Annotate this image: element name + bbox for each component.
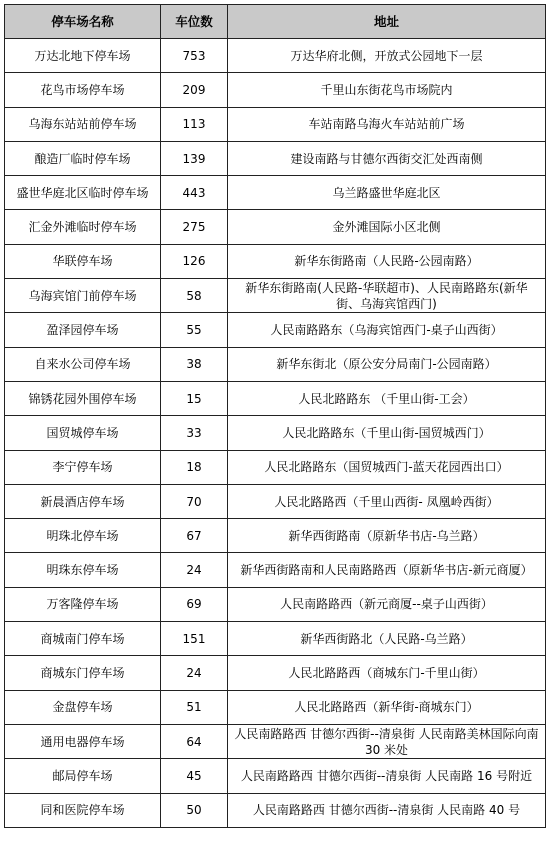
- cell-count: 69: [161, 587, 228, 621]
- cell-count: 113: [161, 107, 228, 141]
- table-row: [5, 416, 546, 450]
- cell-address: 千里山东街花鸟市场院内: [228, 73, 546, 107]
- table-row: [5, 313, 546, 347]
- cell-name: 商城南门停车场: [5, 622, 161, 656]
- cell-address: 人民南路路东（乌海宾馆西门-桌子山西街）: [228, 313, 546, 347]
- cell-count: 443: [161, 176, 228, 210]
- cell-name: 汇金外滩临时停车场: [5, 210, 161, 244]
- cell-name: 乌海宾馆门前停车场: [5, 279, 161, 313]
- cell-name: 国贸城停车场: [5, 416, 161, 450]
- cell-name: 同和医院停车场: [5, 793, 161, 827]
- cell-address: 人民北路路西（新华街-商城东门）: [228, 690, 546, 724]
- cell-count: 151: [161, 622, 228, 656]
- cell-address: 新华西街路南和人民南路路西（原新华书店-新元商厦）: [228, 553, 546, 587]
- cell-count: 33: [161, 416, 228, 450]
- cell-name: 李宁停车场: [5, 450, 161, 484]
- table-row: [5, 73, 546, 107]
- table-row: [5, 587, 546, 621]
- table-row: [5, 724, 546, 758]
- table-row: [5, 347, 546, 381]
- cell-count: 58: [161, 279, 228, 313]
- table-header: [5, 5, 546, 39]
- table-row: [5, 622, 546, 656]
- parking-table-container: [4, 4, 546, 828]
- cell-count: 24: [161, 656, 228, 690]
- cell-address: 车站南路乌海火车站站前广场: [228, 107, 546, 141]
- cell-address: 新华西街路北（人民路-乌兰路）: [228, 622, 546, 656]
- cell-address: 乌兰路盛世华庭北区: [228, 176, 546, 210]
- cell-name: 金盘停车场: [5, 690, 161, 724]
- table-row: [5, 279, 546, 313]
- cell-address: 新华东街路南(人民路-华联超市)、人民南路路东(新华街、乌海宾馆西门): [228, 279, 546, 313]
- cell-count: 55: [161, 313, 228, 347]
- table-row: [5, 656, 546, 690]
- cell-address: 金外滩国际小区北侧: [228, 210, 546, 244]
- cell-name: 邮局停车场: [5, 759, 161, 793]
- table-row: [5, 107, 546, 141]
- table-row: [5, 381, 546, 415]
- table-row: [5, 519, 546, 553]
- cell-name: 酿造厂临时停车场: [5, 141, 161, 175]
- table-row: [5, 244, 546, 278]
- cell-name: 锦锈花园外围停车场: [5, 381, 161, 415]
- cell-count: 126: [161, 244, 228, 278]
- cell-name: 花鸟市场停车场: [5, 73, 161, 107]
- cell-address: 新华东街北（原公安分局南门-公园南路）: [228, 347, 546, 381]
- cell-address: 人民南路路西 甘德尔西街--清泉街 人民南路 40 号: [228, 793, 546, 827]
- cell-address: 人民北路路西（千里山西街- 凤凰岭西街）: [228, 484, 546, 518]
- cell-address: 万达华府北侧，开放式公园地下一层: [228, 39, 546, 73]
- cell-count: 139: [161, 141, 228, 175]
- header-address: 地址: [228, 5, 546, 39]
- cell-name: 明珠东停车场: [5, 553, 161, 587]
- parking-table: [4, 4, 546, 828]
- table-row: [5, 39, 546, 73]
- cell-count: 24: [161, 553, 228, 587]
- cell-name: 通用电器停车场: [5, 724, 161, 758]
- cell-address: 新华西街路南（原新华书店-乌兰路）: [228, 519, 546, 553]
- cell-count: 753: [161, 39, 228, 73]
- cell-address: 人民南路路西（新元商厦--桌子山西街）: [228, 587, 546, 621]
- cell-address: 人民北路路东 （千里山街-工会）: [228, 381, 546, 415]
- table-row: [5, 450, 546, 484]
- cell-name: 新晨酒店停车场: [5, 484, 161, 518]
- cell-name: 华联停车场: [5, 244, 161, 278]
- cell-address: 人民北路路东（国贸城西门-蓝天花园西出口）: [228, 450, 546, 484]
- cell-count: 67: [161, 519, 228, 553]
- cell-count: 51: [161, 690, 228, 724]
- cell-count: 38: [161, 347, 228, 381]
- cell-count: 70: [161, 484, 228, 518]
- cell-name: 自来水公司停车场: [5, 347, 161, 381]
- cell-count: 18: [161, 450, 228, 484]
- table-row: [5, 759, 546, 793]
- table-row: [5, 210, 546, 244]
- header-row: [5, 5, 546, 39]
- table-row: [5, 141, 546, 175]
- cell-name: 商城东门停车场: [5, 656, 161, 690]
- cell-name: 万客隆停车场: [5, 587, 161, 621]
- cell-count: 64: [161, 724, 228, 758]
- cell-count: 15: [161, 381, 228, 415]
- cell-name: 盛世华庭北区临时停车场: [5, 176, 161, 210]
- cell-count: 209: [161, 73, 228, 107]
- table-row: [5, 484, 546, 518]
- cell-count: 275: [161, 210, 228, 244]
- cell-count: 50: [161, 793, 228, 827]
- cell-address: 人民北路路东（千里山街-国贸城西门）: [228, 416, 546, 450]
- table-row: [5, 553, 546, 587]
- cell-address: 人民南路路西 甘德尔西街--清泉街 人民南路 16 号附近: [228, 759, 546, 793]
- header-count: 车位数: [161, 5, 228, 39]
- cell-address: 新华东街路南（人民路-公园南路）: [228, 244, 546, 278]
- cell-name: 万达北地下停车场: [5, 39, 161, 73]
- cell-name: 明珠北停车场: [5, 519, 161, 553]
- header-name: 停车场名称: [5, 5, 161, 39]
- cell-name: 盈泽园停车场: [5, 313, 161, 347]
- cell-address: 人民北路路西（商城东门-千里山街）: [228, 656, 546, 690]
- table-row: [5, 176, 546, 210]
- table-body: [5, 39, 546, 828]
- table-row: [5, 793, 546, 827]
- cell-address: 人民南路路西 甘德尔西街--清泉街 人民南路美林国际向南 30 米处: [228, 724, 546, 758]
- cell-count: 45: [161, 759, 228, 793]
- cell-address: 建设南路与甘德尔西街交汇处西南侧: [228, 141, 546, 175]
- cell-name: 乌海东站站前停车场: [5, 107, 161, 141]
- table-row: [5, 690, 546, 724]
